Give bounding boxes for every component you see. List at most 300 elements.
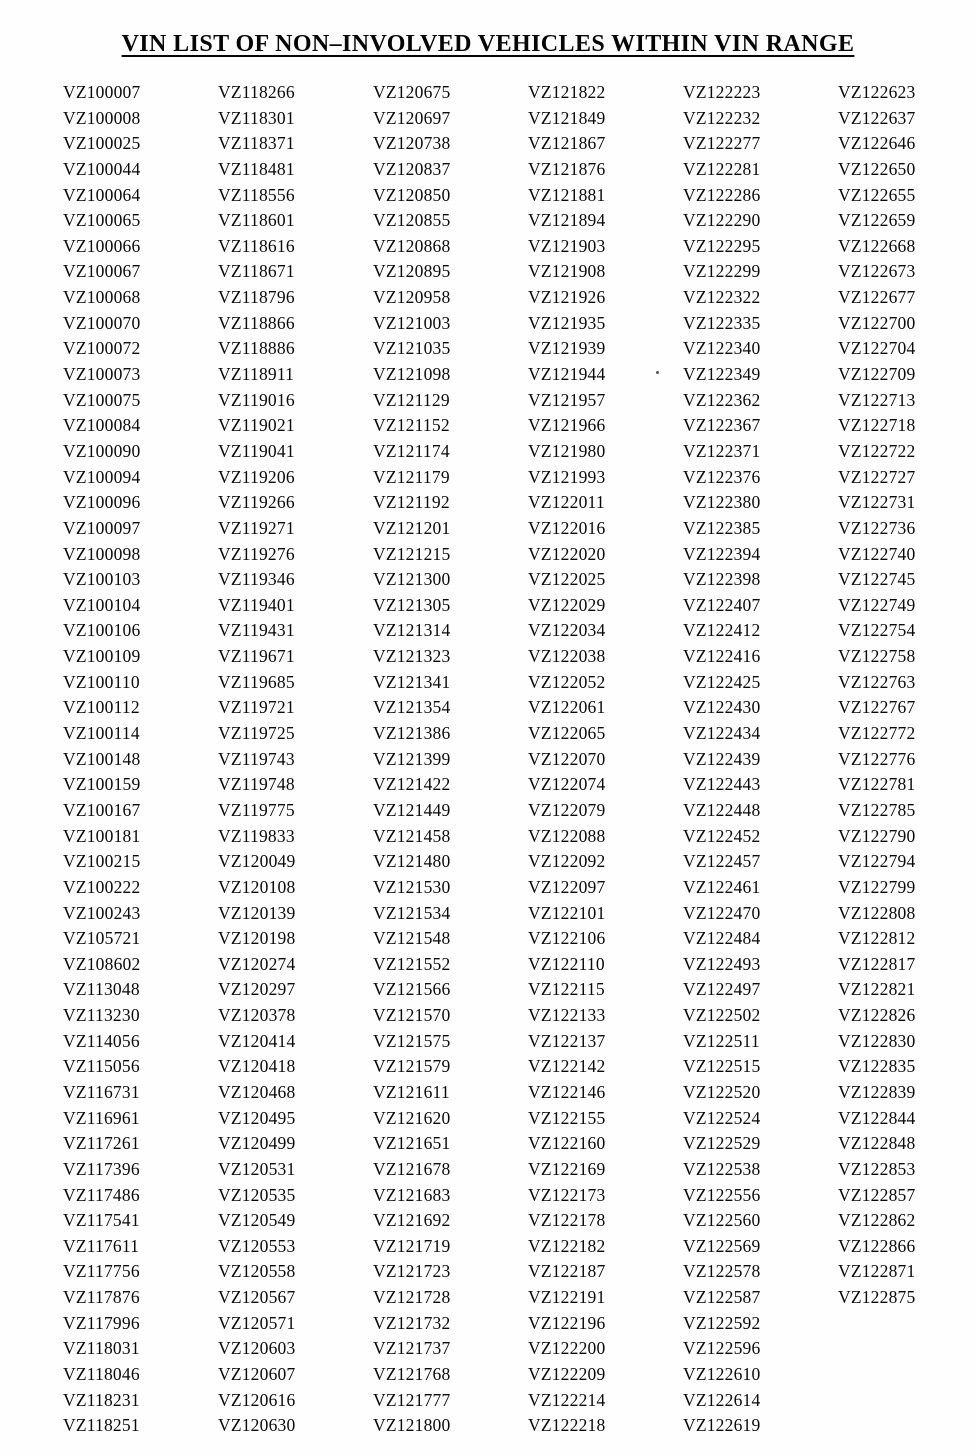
vin-item: VZ122493 <box>683 953 761 974</box>
vin-item: VZ121179 <box>373 466 450 487</box>
vin-item: VZ121683 <box>373 1184 451 1205</box>
vin-item: VZ122425 <box>683 671 761 692</box>
vin-item: VZ122074 <box>528 774 606 795</box>
vin-item: VZ100070 <box>63 312 141 333</box>
vin-item: VZ122736 <box>838 517 916 538</box>
vin-item: VZ100109 <box>63 646 141 667</box>
vin-item: VZ108602 <box>63 953 141 974</box>
vin-item: VZ122731 <box>838 492 916 513</box>
vin-item: VZ117261 <box>63 1133 140 1154</box>
vin-item: VZ115056 <box>63 1056 140 1077</box>
vin-item: VZ122452 <box>683 825 761 846</box>
vin-item: VZ121822 <box>528 82 606 102</box>
vin-item: VZ122830 <box>838 1030 916 1051</box>
vin-item: VZ122020 <box>528 543 606 564</box>
vin-item: VZ120868 <box>373 235 451 256</box>
vin-item: VZ121201 <box>373 517 451 538</box>
vin-item: VZ121894 <box>528 210 606 231</box>
vin-item: VZ118886 <box>218 338 295 359</box>
vin-item: VZ100148 <box>63 748 141 769</box>
vin-item: VZ121422 <box>373 774 451 795</box>
vin-item: VZ120198 <box>218 928 296 949</box>
vin-item: VZ122857 <box>838 1184 916 1205</box>
vin-item: VZ121480 <box>373 851 451 872</box>
vin-item: VZ121926 <box>528 287 606 308</box>
vin-item: VZ122398 <box>683 569 761 590</box>
vin-item: VZ122745 <box>838 569 916 590</box>
vin-item: VZ122340 <box>683 338 761 359</box>
vin-item: VZ122704 <box>838 338 916 359</box>
vin-item: VZ122718 <box>838 415 916 436</box>
vin-item: VZ120630 <box>218 1415 296 1436</box>
vin-item: VZ122011 <box>528 492 605 513</box>
vin-item: VZ122677 <box>838 287 916 308</box>
vin-item: VZ100072 <box>63 338 141 359</box>
vin-item: VZ120274 <box>218 953 296 974</box>
vin-item: VZ121732 <box>373 1312 451 1333</box>
vin-item: VZ100075 <box>63 389 141 410</box>
vin-item: VZ122169 <box>528 1158 606 1179</box>
vin-item: VZ122061 <box>528 697 606 718</box>
vin-item: VZ122785 <box>838 799 916 820</box>
vin-item: VZ119206 <box>218 466 295 487</box>
vin-item: VZ121728 <box>373 1287 451 1308</box>
vin-item: VZ121458 <box>373 825 451 846</box>
vin-item: VZ121723 <box>373 1261 451 1282</box>
vin-item: VZ118031 <box>63 1338 140 1359</box>
vin-item: VZ121876 <box>528 158 606 179</box>
vin-item: VZ122668 <box>838 235 916 256</box>
vin-item: VZ121620 <box>373 1107 451 1128</box>
vin-item: VZ119775 <box>218 799 295 820</box>
vin-item: VZ117396 <box>63 1158 140 1179</box>
vin-item: VZ121651 <box>373 1133 451 1154</box>
vin-item: VZ119346 <box>218 569 295 590</box>
vin-item: VZ122614 <box>683 1389 761 1410</box>
vin-column-2 <box>218 80 373 1439</box>
vin-item: VZ122097 <box>528 876 606 897</box>
vin-item: VZ118301 <box>218 107 295 128</box>
vin-item: VZ121314 <box>373 620 451 641</box>
vin-item: VZ122560 <box>683 1210 761 1231</box>
vin-item: VZ100065 <box>63 210 141 231</box>
vin-item: VZ122146 <box>528 1081 606 1102</box>
vin-item: VZ119266 <box>218 492 295 513</box>
vin-item: VZ122214 <box>528 1389 606 1410</box>
vin-item: VZ122371 <box>683 440 761 461</box>
vin-item: VZ122416 <box>683 646 761 667</box>
vin-item: VZ118671 <box>218 261 295 282</box>
vin-item: VZ122290 <box>683 210 761 231</box>
vin-item: VZ122610 <box>683 1364 761 1385</box>
vin-item: VZ122524 <box>683 1107 761 1128</box>
vin-item: VZ116961 <box>63 1107 140 1128</box>
vin-item: VZ122376 <box>683 466 761 487</box>
vin-item: VZ122029 <box>528 594 606 615</box>
vin-item: VZ121881 <box>528 184 606 205</box>
vin-item: VZ122515 <box>683 1056 761 1077</box>
vin-item: VZ121849 <box>528 107 606 128</box>
vin-item: VZ120603 <box>218 1338 296 1359</box>
vin-item: VZ120738 <box>373 133 451 154</box>
vin-item: VZ122394 <box>683 543 761 564</box>
vin-item: VZ121341 <box>373 671 451 692</box>
vin-item: VZ100073 <box>63 364 141 385</box>
vin-item: VZ121980 <box>528 440 606 461</box>
vin-item: VZ121449 <box>373 799 451 820</box>
vin-item: VZ119021 <box>218 415 295 436</box>
vin-item: VZ122461 <box>683 876 761 897</box>
vin-item: VZ120558 <box>218 1261 296 1282</box>
vin-item: VZ120553 <box>218 1235 296 1256</box>
vin-item: VZ121867 <box>528 133 606 154</box>
vin-item: VZ122092 <box>528 851 606 872</box>
vin-item: VZ122709 <box>838 364 916 385</box>
vin-item: VZ114056 <box>63 1030 140 1051</box>
vin-item: VZ122727 <box>838 466 916 487</box>
vin-item: VZ119016 <box>218 389 295 410</box>
vin-item: VZ121908 <box>528 261 606 282</box>
vin-item: VZ119401 <box>218 594 295 615</box>
vin-item: VZ122412 <box>683 620 761 641</box>
vin-item: VZ118556 <box>218 184 295 205</box>
vin-item: VZ100094 <box>63 466 141 487</box>
vin-item: VZ120414 <box>218 1030 296 1051</box>
vin-item: VZ100181 <box>63 825 141 846</box>
vin-item: VZ121566 <box>373 979 451 1000</box>
vin-item: VZ121611 <box>373 1081 450 1102</box>
vin-item: VZ122038 <box>528 646 606 667</box>
vin-item: VZ122443 <box>683 774 761 795</box>
vin-item: VZ121192 <box>373 492 450 513</box>
vin-item: VZ121386 <box>373 723 451 744</box>
vin-item: VZ122781 <box>838 774 916 795</box>
vin-item: VZ119833 <box>218 825 295 846</box>
vin-item: VZ100243 <box>63 902 141 923</box>
vin-item: VZ122448 <box>683 799 761 820</box>
vin-item: VZ122619 <box>683 1415 761 1436</box>
vin-item: VZ100007 <box>63 82 141 102</box>
vin-item: VZ121305 <box>373 594 451 615</box>
vin-item: VZ122637 <box>838 107 916 128</box>
vin-item: VZ100068 <box>63 287 141 308</box>
vin-item: VZ122871 <box>838 1261 916 1282</box>
vin-item: VZ122556 <box>683 1184 761 1205</box>
vin-item: VZ122772 <box>838 723 916 744</box>
vin-item: VZ118796 <box>218 287 295 308</box>
vin-item: VZ122335 <box>683 312 761 333</box>
vin-item: VZ119725 <box>218 723 295 744</box>
vin-item: VZ120855 <box>373 210 451 231</box>
vin-item: VZ121966 <box>528 415 606 436</box>
vin-item: VZ121003 <box>373 312 451 333</box>
vin-item: VZ100106 <box>63 620 141 641</box>
vin-item: VZ122380 <box>683 492 761 513</box>
vin-item: VZ120958 <box>373 287 451 308</box>
vin-item: VZ121152 <box>373 415 450 436</box>
vin-item: VZ120108 <box>218 876 296 897</box>
vin-item: VZ122790 <box>838 825 916 846</box>
vin-item: VZ122200 <box>528 1338 606 1359</box>
vin-item: VZ118046 <box>63 1364 140 1385</box>
vin-item: VZ119721 <box>218 697 295 718</box>
vin-item: VZ100090 <box>63 440 141 461</box>
vin-item: VZ117876 <box>63 1287 140 1308</box>
vin-item: VZ122295 <box>683 235 761 256</box>
vin-item: VZ120697 <box>373 107 451 128</box>
vin-item: VZ113048 <box>63 979 140 1000</box>
vin-item: VZ122839 <box>838 1081 916 1102</box>
vin-item: VZ122385 <box>683 517 761 538</box>
vin-item: VZ122470 <box>683 902 761 923</box>
vin-item: VZ122484 <box>683 928 761 949</box>
vin-item: VZ120895 <box>373 261 451 282</box>
vin-item: VZ100025 <box>63 133 141 154</box>
vin-item: VZ119041 <box>218 440 295 461</box>
vin-item: VZ121575 <box>373 1030 451 1051</box>
vin-item: VZ121800 <box>373 1415 451 1436</box>
vin-item: VZ121737 <box>373 1338 451 1359</box>
vin-item: VZ122299 <box>683 261 761 282</box>
vin-item: VZ120049 <box>218 851 296 872</box>
vin-item: VZ122142 <box>528 1056 606 1077</box>
vin-item: VZ122578 <box>683 1261 761 1282</box>
vin-item: VZ113230 <box>63 1005 140 1026</box>
vin-item: VZ122749 <box>838 594 916 615</box>
vin-item: VZ100096 <box>63 492 141 513</box>
vin-item: VZ121399 <box>373 748 451 769</box>
vin-item: VZ120549 <box>218 1210 296 1231</box>
vin-item: VZ122511 <box>683 1030 760 1051</box>
vin-item: VZ122826 <box>838 1005 916 1026</box>
vin-item: VZ122497 <box>683 979 761 1000</box>
vin-item: VZ121035 <box>373 338 451 359</box>
vin-item: VZ117611 <box>63 1235 140 1256</box>
vin-item: VZ120675 <box>373 82 451 102</box>
vin-item: VZ121300 <box>373 569 451 590</box>
vin-item: VZ118911 <box>218 364 295 385</box>
vin-item: VZ122650 <box>838 158 916 179</box>
vin-item: VZ121534 <box>373 902 451 923</box>
vin-item: VZ118231 <box>63 1389 140 1410</box>
vin-item: VZ122763 <box>838 671 916 692</box>
vin-item: VZ120850 <box>373 184 451 205</box>
vin-item: VZ122173 <box>528 1184 606 1205</box>
vin-item: VZ122218 <box>528 1415 606 1436</box>
vin-item: VZ122232 <box>683 107 761 128</box>
vin-item: VZ121530 <box>373 876 451 897</box>
vin-item: VZ100098 <box>63 543 141 564</box>
vin-item: VZ122034 <box>528 620 606 641</box>
vin-item: VZ120531 <box>218 1158 296 1179</box>
vin-item: VZ100067 <box>63 261 141 282</box>
vin-item: VZ122875 <box>838 1287 916 1308</box>
vin-item: VZ122052 <box>528 671 606 692</box>
vin-item: VZ122862 <box>838 1210 916 1231</box>
vin-item: VZ121903 <box>528 235 606 256</box>
vin-item: VZ122115 <box>528 979 605 1000</box>
vin-item: VZ121678 <box>373 1158 451 1179</box>
vin-item: VZ122079 <box>528 799 606 820</box>
vin-item: VZ118266 <box>218 82 295 102</box>
vin-item: VZ122817 <box>838 953 916 974</box>
vin-item: VZ122538 <box>683 1158 761 1179</box>
vin-item: VZ122853 <box>838 1158 916 1179</box>
vin-item: VZ122209 <box>528 1364 606 1385</box>
vin-item: VZ119748 <box>218 774 295 795</box>
vin-item: VZ120616 <box>218 1389 296 1410</box>
vin-item: VZ121323 <box>373 646 451 667</box>
vin-item: VZ120418 <box>218 1056 296 1077</box>
vin-item: VZ122799 <box>838 876 916 897</box>
vin-item: VZ122623 <box>838 82 916 102</box>
vin-item: VZ122281 <box>683 158 761 179</box>
vin-item: VZ117486 <box>63 1184 140 1205</box>
vin-item: VZ100084 <box>63 415 141 436</box>
vin-item: VZ122659 <box>838 210 916 231</box>
vin-item: VZ118481 <box>218 158 295 179</box>
vin-item: VZ119743 <box>218 748 295 769</box>
vin-item: VZ100112 <box>63 697 140 718</box>
vin-item: VZ122587 <box>683 1287 761 1308</box>
vin-item: VZ121768 <box>373 1364 451 1385</box>
vin-item: VZ122178 <box>528 1210 606 1231</box>
vin-item: VZ100097 <box>63 517 141 538</box>
vin-item: VZ121692 <box>373 1210 451 1231</box>
vin-item: VZ122529 <box>683 1133 761 1154</box>
vin-item: VZ122835 <box>838 1056 916 1077</box>
vin-item: VZ122673 <box>838 261 916 282</box>
vin-item: VZ120139 <box>218 902 296 923</box>
vin-item: VZ121993 <box>528 466 606 487</box>
scan-artifact-speck <box>656 371 659 374</box>
vin-item: VZ122457 <box>683 851 761 872</box>
vin-column-3 <box>373 80 528 1439</box>
vin-item: VZ122758 <box>838 646 916 667</box>
vin-item: VZ122088 <box>528 825 606 846</box>
vin-item: VZ122065 <box>528 723 606 744</box>
vin-item: VZ122569 <box>683 1235 761 1256</box>
vin-item: VZ122794 <box>838 851 916 872</box>
vin-item: VZ121098 <box>373 364 451 385</box>
vin-item: VZ121944 <box>528 364 606 385</box>
vin-item: VZ122362 <box>683 389 761 410</box>
vin-item: VZ119271 <box>218 517 295 538</box>
vin-item: VZ122848 <box>838 1133 916 1154</box>
vin-table <box>63 80 976 1439</box>
vin-item: VZ117756 <box>63 1261 140 1282</box>
vin-item: VZ121935 <box>528 312 606 333</box>
vin-item: VZ121174 <box>373 440 450 461</box>
vin-item: VZ121129 <box>373 389 450 410</box>
vin-item: VZ100103 <box>63 569 141 590</box>
vin-item: VZ120535 <box>218 1184 296 1205</box>
vin-item: VZ122407 <box>683 594 761 615</box>
vin-item: VZ120468 <box>218 1081 296 1102</box>
vin-item: VZ120567 <box>218 1287 296 1308</box>
vin-item: VZ122821 <box>838 979 916 1000</box>
vin-item: VZ122106 <box>528 928 606 949</box>
vin-item: VZ120495 <box>218 1107 296 1128</box>
vin-item: VZ122137 <box>528 1030 606 1051</box>
vin-item: VZ100222 <box>63 876 141 897</box>
vin-item: VZ119276 <box>218 543 295 564</box>
vin-item: VZ122434 <box>683 723 761 744</box>
vin-item: VZ121552 <box>373 953 451 974</box>
vin-item: VZ122776 <box>838 748 916 769</box>
vin-item: VZ100066 <box>63 235 141 256</box>
vin-item: VZ122502 <box>683 1005 761 1026</box>
vin-item: VZ122110 <box>528 953 605 974</box>
vin-item: VZ122187 <box>528 1261 606 1282</box>
vin-item: VZ122160 <box>528 1133 606 1154</box>
vin-item: VZ120499 <box>218 1133 296 1154</box>
vin-item: VZ100110 <box>63 671 140 692</box>
vin-item: VZ122286 <box>683 184 761 205</box>
vin-item: VZ121215 <box>373 543 451 564</box>
vin-column-6 <box>838 80 915 1311</box>
vin-item: VZ122025 <box>528 569 606 590</box>
vin-column-4 <box>528 80 683 1439</box>
vin-item: VZ117996 <box>63 1312 140 1333</box>
vin-item: VZ100104 <box>63 594 141 615</box>
vin-item: VZ121570 <box>373 1005 451 1026</box>
vin-item: VZ121548 <box>373 928 451 949</box>
vin-item: VZ121939 <box>528 338 606 359</box>
vin-item: VZ122016 <box>528 517 606 538</box>
vin-item: VZ122223 <box>683 82 761 102</box>
vin-item: VZ100044 <box>63 158 141 179</box>
vin-item: VZ122646 <box>838 133 916 154</box>
vin-item: VZ122722 <box>838 440 916 461</box>
vin-item: VZ120378 <box>218 1005 296 1026</box>
vin-item: VZ122844 <box>838 1107 916 1128</box>
vin-item: VZ120297 <box>218 979 296 1000</box>
vin-item: VZ121777 <box>373 1389 451 1410</box>
vin-item: VZ122713 <box>838 389 916 410</box>
vin-item: VZ122767 <box>838 697 916 718</box>
vin-item: VZ100159 <box>63 774 141 795</box>
vin-item: VZ118601 <box>218 210 295 231</box>
vin-item: VZ122133 <box>528 1005 606 1026</box>
vin-item: VZ118866 <box>218 312 295 333</box>
vin-item: VZ122155 <box>528 1107 606 1128</box>
vin-column-1 <box>63 80 218 1439</box>
vin-item: VZ122754 <box>838 620 916 641</box>
vin-item: VZ100064 <box>63 184 141 205</box>
vin-item: VZ122520 <box>683 1081 761 1102</box>
vin-item: VZ122191 <box>528 1287 606 1308</box>
vin-item: VZ122808 <box>838 902 916 923</box>
vin-item: VZ100114 <box>63 723 140 744</box>
vin-item: VZ118371 <box>218 133 295 154</box>
vin-item: VZ122655 <box>838 184 916 205</box>
vin-item: VZ100008 <box>63 107 141 128</box>
vin-item: VZ122070 <box>528 748 606 769</box>
vin-item: VZ122430 <box>683 697 761 718</box>
vin-item: VZ122367 <box>683 415 761 436</box>
vin-item: VZ120571 <box>218 1312 296 1333</box>
vin-item: VZ121957 <box>528 389 606 410</box>
vin-item: VZ119671 <box>218 646 295 667</box>
vin-item: VZ122182 <box>528 1235 606 1256</box>
vin-item: VZ120837 <box>373 158 451 179</box>
vin-item: VZ122349 <box>683 364 761 385</box>
vin-item: VZ122196 <box>528 1312 606 1333</box>
vin-item: VZ122596 <box>683 1338 761 1359</box>
vin-item: VZ121579 <box>373 1056 451 1077</box>
page-title: VIN LIST OF NON–INVOLVED VEHICLES WITHIN VIN RANGE <box>121 31 855 57</box>
